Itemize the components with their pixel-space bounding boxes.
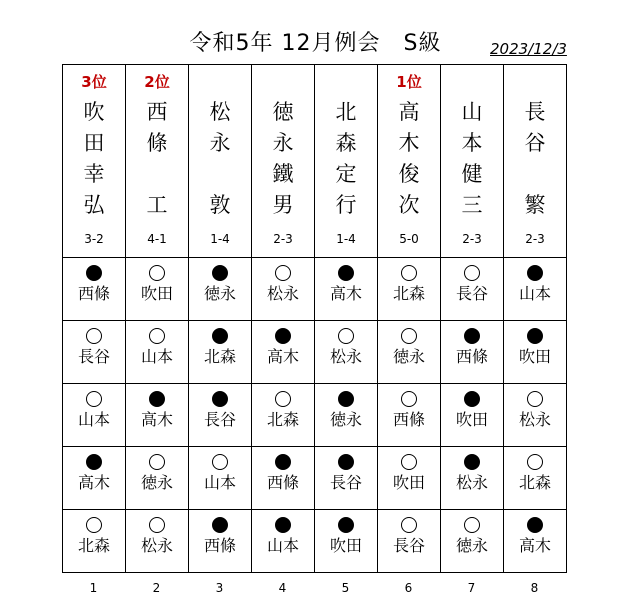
column-number: 3 [215, 581, 224, 595]
game-cell [126, 510, 189, 573]
player-name [126, 97, 188, 221]
round-row [63, 447, 567, 510]
rank-label: 3位 [81, 73, 107, 91]
opponent-name: 西條 [266, 473, 299, 492]
player-name-char: 高 [398, 100, 420, 124]
opponent-name: 高木 [140, 410, 173, 429]
game-cell [126, 258, 189, 321]
black-stone-icon [149, 391, 165, 407]
opponent-name: 西條 [455, 347, 488, 366]
player-header [252, 65, 315, 258]
opponent-name: 長谷 [203, 410, 236, 429]
opponent-name: 松永 [329, 347, 362, 366]
white-stone-icon [149, 454, 165, 470]
white-stone-icon [212, 454, 228, 470]
player-name-char: 條 [146, 131, 168, 155]
game-cell [315, 258, 378, 321]
game-cell [189, 447, 252, 510]
column-number: 7 [467, 581, 476, 595]
opponent-name: 長谷 [392, 536, 425, 555]
game-cell [441, 510, 504, 573]
opponent-name: 山本 [203, 473, 236, 492]
player-name-char: 三 [461, 193, 483, 217]
player-name-char: 永 [209, 131, 231, 155]
opponent-name: 長谷 [455, 284, 488, 303]
player-name [252, 97, 314, 221]
white-stone-icon [401, 517, 417, 533]
event-date: 2023/12/3 [490, 40, 567, 58]
opponent-name: 松永 [266, 284, 299, 303]
opponent-name: 吹田 [518, 347, 551, 366]
player-name-char [126, 159, 188, 190]
white-stone-icon [401, 328, 417, 344]
game-cell [189, 258, 252, 321]
white-stone-icon [401, 265, 417, 281]
player-header [378, 65, 441, 258]
opponent-name: 高木 [266, 347, 299, 366]
opponent-name: 北森 [77, 536, 110, 555]
player-name-char: 田 [83, 131, 105, 155]
black-stone-icon [212, 517, 228, 533]
black-stone-icon [275, 454, 291, 470]
opponent-name: 山本 [266, 536, 299, 555]
game-cell [63, 258, 126, 321]
player-header [504, 65, 567, 258]
opponent-name: 高木 [329, 284, 362, 303]
round-row [63, 258, 567, 321]
game-cell [63, 510, 126, 573]
opponent-name: 徳永 [329, 410, 362, 429]
game-cell [63, 321, 126, 384]
round-row [63, 384, 567, 447]
game-cell [378, 321, 441, 384]
player-name [315, 97, 377, 221]
win-loss-record: 4-1 [147, 232, 167, 246]
white-stone-icon [149, 517, 165, 533]
game-cell [189, 384, 252, 447]
game-cell [126, 447, 189, 510]
white-stone-icon [275, 391, 291, 407]
player-name-char: 吹 [83, 100, 105, 124]
player-name-char [189, 159, 251, 190]
player-name [189, 97, 251, 221]
white-stone-icon [149, 328, 165, 344]
white-stone-icon [527, 454, 543, 470]
black-stone-icon [527, 328, 543, 344]
win-loss-record: 5-0 [399, 232, 419, 246]
player-name-char: 北 [335, 100, 357, 124]
player-header [63, 65, 126, 258]
game-cell [252, 321, 315, 384]
opponent-name: 吹田 [329, 536, 362, 555]
player-name-char: 工 [146, 193, 168, 217]
opponent-name: 吹田 [140, 284, 173, 303]
player-name-char: 幸 [83, 162, 105, 186]
opponent-name: 北森 [266, 410, 299, 429]
player-name-char: 敦 [209, 193, 231, 217]
game-cell [504, 258, 567, 321]
game-cell [441, 258, 504, 321]
column-numbers [62, 581, 566, 595]
game-cell [378, 510, 441, 573]
player-header [315, 65, 378, 258]
column-number: 5 [341, 581, 350, 595]
player-name [378, 97, 440, 221]
column-number: 1 [89, 581, 98, 595]
black-stone-icon [338, 265, 354, 281]
black-stone-icon [464, 391, 480, 407]
column-number: 2 [152, 581, 161, 595]
opponent-name: 高木 [77, 473, 110, 492]
player-name-char [504, 159, 566, 190]
opponent-name: 西條 [203, 536, 236, 555]
opponent-name: 北森 [518, 473, 551, 492]
opponent-name: 松永 [455, 473, 488, 492]
player-name-char: 谷 [524, 131, 546, 155]
game-cell [441, 321, 504, 384]
player-name-char: 長 [524, 100, 546, 124]
game-cell [126, 321, 189, 384]
black-stone-icon [527, 265, 543, 281]
player-name-char: 西 [146, 100, 168, 124]
win-loss-record: 1-4 [210, 232, 230, 246]
player-header [189, 65, 252, 258]
game-cell [441, 447, 504, 510]
win-loss-record: 2-3 [273, 232, 293, 246]
opponent-name: 徳永 [392, 347, 425, 366]
player-name-char: 木 [398, 131, 420, 155]
black-stone-icon [527, 517, 543, 533]
black-stone-icon [86, 454, 102, 470]
player-name-char: 弘 [83, 193, 105, 217]
game-cell [378, 258, 441, 321]
game-cell [504, 510, 567, 573]
game-cell [189, 321, 252, 384]
player-name-char: 健 [461, 162, 483, 186]
white-stone-icon [149, 265, 165, 281]
opponent-name: 西條 [392, 410, 425, 429]
opponent-name: 吹田 [392, 473, 425, 492]
white-stone-icon [86, 328, 102, 344]
player-name-char: 俊 [398, 162, 420, 186]
game-cell [441, 384, 504, 447]
opponent-name: 高木 [518, 536, 551, 555]
black-stone-icon [338, 454, 354, 470]
player-name-char: 徳 [272, 100, 294, 124]
game-cell [315, 510, 378, 573]
opponent-name: 徳永 [140, 473, 173, 492]
opponent-name: 吹田 [455, 410, 488, 429]
black-stone-icon [86, 265, 102, 281]
player-header [441, 65, 504, 258]
player-name-char: 男 [272, 193, 294, 217]
game-cell [315, 447, 378, 510]
black-stone-icon [212, 391, 228, 407]
player-name-char: 松 [209, 100, 231, 124]
white-stone-icon [464, 265, 480, 281]
opponent-name: 北森 [203, 347, 236, 366]
page-title: 令和5年 12月例会 S級 [189, 31, 442, 56]
opponent-name: 松永 [140, 536, 173, 555]
white-stone-icon [527, 391, 543, 407]
black-stone-icon [275, 517, 291, 533]
black-stone-icon [338, 391, 354, 407]
game-cell [63, 384, 126, 447]
opponent-name: 徳永 [455, 536, 488, 555]
game-cell [126, 384, 189, 447]
black-stone-icon [212, 328, 228, 344]
game-cell [378, 384, 441, 447]
win-loss-record: 1-4 [336, 232, 356, 246]
round-row [63, 510, 567, 573]
opponent-name: 山本 [140, 347, 173, 366]
column-number: 4 [278, 581, 287, 595]
opponent-name: 徳永 [203, 284, 236, 303]
player-header-row [63, 65, 567, 258]
results-table [62, 64, 567, 573]
white-stone-icon [464, 517, 480, 533]
player-name-char: 定 [335, 162, 357, 186]
player-name-char: 森 [335, 131, 357, 155]
win-loss-record: 3-2 [84, 232, 104, 246]
player-name-char: 繁 [524, 193, 546, 217]
player-name-char: 本 [461, 131, 483, 155]
game-cell [504, 447, 567, 510]
game-cell [252, 384, 315, 447]
player-name [504, 97, 566, 221]
opponent-name: 北森 [392, 284, 425, 303]
player-name-char: 永 [272, 131, 294, 155]
game-cell [504, 384, 567, 447]
player-name-char: 次 [398, 193, 420, 217]
game-cell [252, 510, 315, 573]
opponent-name: 山本 [518, 284, 551, 303]
player-name [63, 97, 125, 221]
white-stone-icon [401, 391, 417, 407]
white-stone-icon [86, 517, 102, 533]
game-cell [504, 321, 567, 384]
rank-label: 2位 [144, 73, 170, 91]
game-cell [378, 447, 441, 510]
game-cell [315, 384, 378, 447]
opponent-name: 長谷 [329, 473, 362, 492]
white-stone-icon [275, 265, 291, 281]
game-cell [63, 447, 126, 510]
opponent-name: 松永 [518, 410, 551, 429]
game-cell [315, 321, 378, 384]
player-name [441, 97, 503, 221]
player-name-char: 鐵 [272, 162, 294, 186]
player-header [126, 65, 189, 258]
black-stone-icon [464, 328, 480, 344]
white-stone-icon [86, 391, 102, 407]
rank-label: 1位 [396, 73, 422, 91]
win-loss-record: 2-3 [525, 232, 545, 246]
game-cell [189, 510, 252, 573]
white-stone-icon [338, 328, 354, 344]
opponent-name: 西條 [77, 284, 110, 303]
opponent-name: 長谷 [77, 347, 110, 366]
game-cell [252, 447, 315, 510]
round-row [63, 321, 567, 384]
white-stone-icon [401, 454, 417, 470]
column-number: 6 [404, 581, 413, 595]
black-stone-icon [212, 265, 228, 281]
black-stone-icon [275, 328, 291, 344]
player-name-char: 山 [461, 100, 483, 124]
column-number: 8 [530, 581, 539, 595]
black-stone-icon [338, 517, 354, 533]
opponent-name: 山本 [77, 410, 110, 429]
game-cell [252, 258, 315, 321]
win-loss-record: 2-3 [462, 232, 482, 246]
player-name-char: 行 [335, 193, 357, 217]
black-stone-icon [464, 454, 480, 470]
